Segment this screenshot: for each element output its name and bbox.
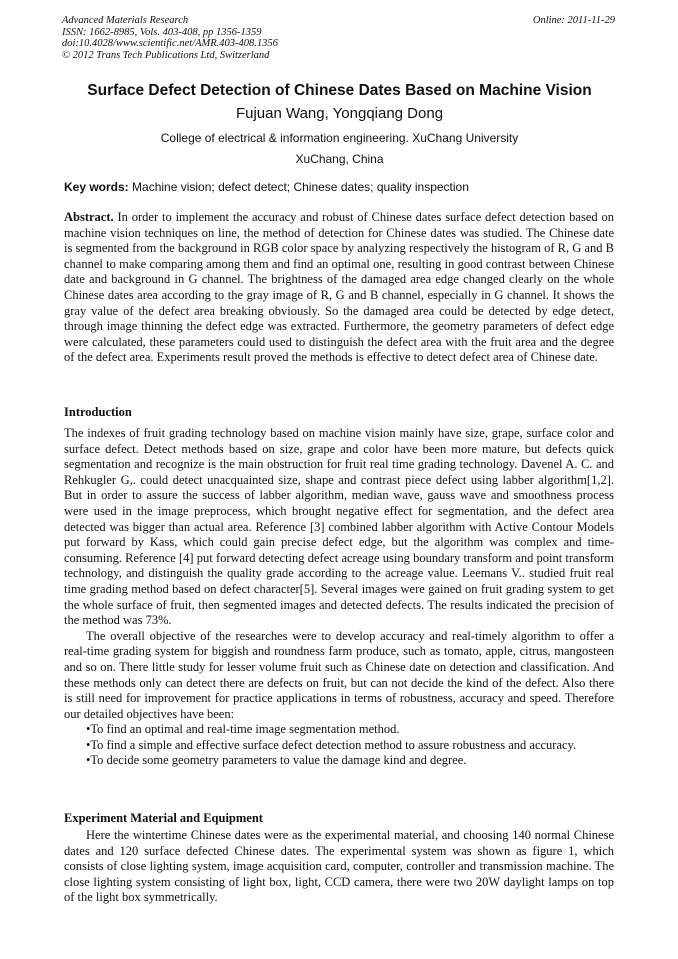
objective-bullet-2: •To find a simple and effective surface defect detection method to assure robustness and accuracy.	[86, 737, 577, 752]
introduction-heading: Introduction	[64, 405, 132, 419]
introduction-paragraph-1: The indexes of fruit grading technology based on machine vision mainly have size, grape, surface color and surface defect. Detect methods based on size, grape and color have been more mature, but defects quick segmentation and recognize is the main obstruction for fruit real time grading technology. Davenel A. C. and Rehkugler G,. could detect unacquainted size, shape and contrast piece defect using labber algorithm[1,2]. But in order to assure the success of labber algorithm, median wave, gauss wave and smoothness process were used in the image preprocess, which brought negative effect for segmentation, and the defect area detected was bigger than actual area. Reference [3] combined labber algorithm with Active Contour Models put forward by Kass, which could gain precise defect edge, but the algorithm was complex and time-consuming. Reference [4] put forward detecting defect acreage using boundary transform and point transform technology, and distinguish the quality grade according to the acreage value. Leemans V.. studied fruit real time grading method based on defect character[5]. Several images were gained on fruit grading system to get the whole surface of fruit, then segmented images and detected defects. The results indicated the precision of the method was 73%.	[64, 426, 614, 628]
journal-header	[62, 15, 617, 61]
introduction-body	[64, 426, 614, 769]
objective-bullet-1: •To find an optimal and real-time image segmentation method.	[86, 722, 400, 737]
experiment-paragraph: Here the wintertime Chinese dates were as the experimental material, and choosing 140 normal Chinese dates and 120 surface defected Chinese dates. The experimental system was shown as figure 1, which consists of close lighting system, image acquisition card, computer, controller and transmission machine. The close lighting system consisting of light box, light, CCD camera, there were two 20W daylight lamps on top of the light box symmetrically.	[64, 828, 614, 905]
objective-bullet-3: •To decide some geometry parameters to value the damage kind and degree.	[86, 753, 467, 768]
journal-issn: ISSN: 1662-8985, Vols. 403-408, pp 1356-1359	[62, 26, 262, 38]
journal-name: Advanced Materials Research	[62, 15, 189, 26]
abstract-label: Abstract.	[64, 210, 114, 224]
experiment-body	[64, 828, 614, 906]
journal-doi: doi:10.4028/www.scientific.net/AMR.403-408.1356	[62, 38, 278, 49]
online-date: Online: 2011-11-29	[532, 15, 615, 26]
author-location: XuChang, China	[295, 152, 384, 166]
experiment-heading: Experiment Material and Equipment	[64, 811, 263, 825]
abstract	[64, 210, 614, 366]
keywords	[64, 179, 616, 195]
author-affiliation: College of electrical & information engineering. XuChang University	[160, 131, 519, 145]
abstract-text: In order to implement the accuracy and robust of Chinese dates surface defect detection based on machine vision techniques on line, the method of detection for Chinese dates was studied. The Chinese date is segmented from the background in RGB color space by analyzing respectively the histogram of R, G and B channel to make comparing among them and find an optimal one, resulting in good contrast between Chinese date and background in G channel. The brightness of the damaged area edge changed clearly on the whole Chinese dates area according to the gray image of R, G and B channel, especially in G channel. It shows the gray value of the defect area breaking obviously. So the damaged area could be detected by edge detect, through image thinning the defect edge was extracted. Furthermore, the geometry parameters of defect edge were calculated, these parameters could used to distinguish the defect area with the fruit area and the degree of the defect area. Experiments result proved the methods is effective to detect defect area of Chinese date.	[64, 210, 614, 365]
paper-authors: Fujuan Wang, Yongqiang Dong	[235, 105, 444, 122]
journal-copyright: © 2012 Trans Tech Publications Ltd, Switzerland	[62, 49, 270, 61]
paper-title: Surface Defect Detection of Chinese Dates Based on Machine Vision	[87, 82, 592, 99]
introduction-paragraph-2: The overall objective of the researches were to develop accuracy and real-timely algorithm to offer a real-time grading system for biggish and roundness farm produce, such as tomato, apple, citrus, mangosteen and so on. There little study for lesser volume fruit such as Chinese date on detection and classification. And these methods only can detect there are defects on fruit, but can not decide the kind of the defect. Also there is still need for improvement for practice applications in terms of robustness, accuracy and speed. Therefore our detailed objectives have been:	[64, 628, 614, 721]
keywords-label: Key words:	[64, 180, 129, 194]
keywords-text: Machine vision; defect detect; Chinese dates; quality inspection	[132, 180, 469, 194]
